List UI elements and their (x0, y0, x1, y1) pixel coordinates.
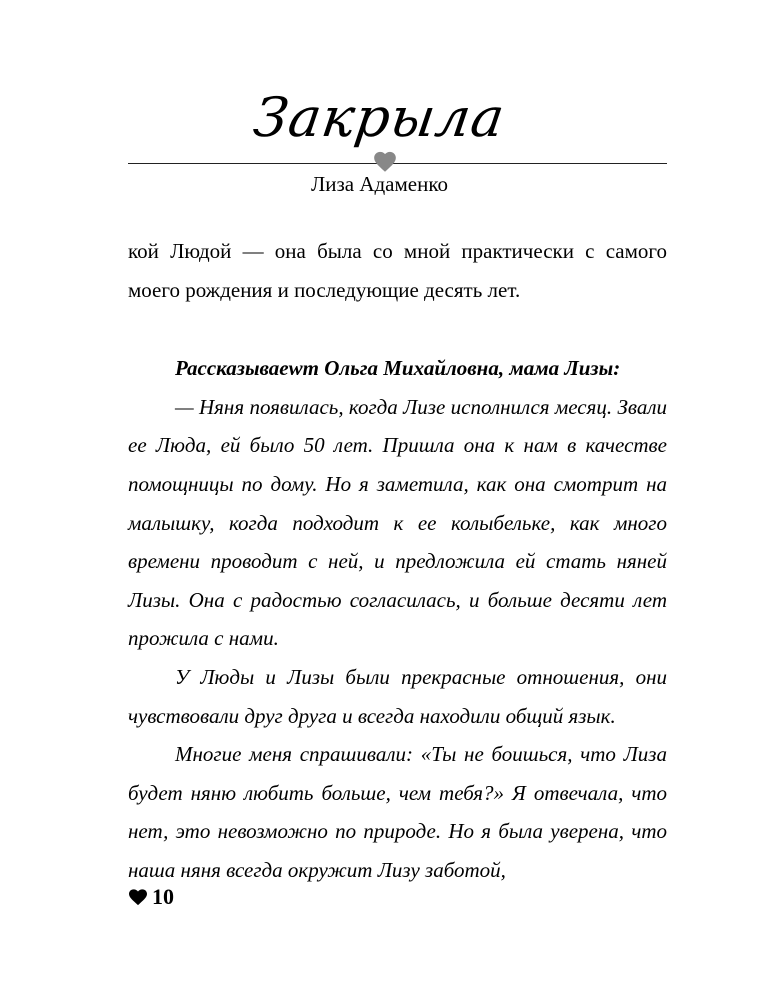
heart-icon (128, 888, 148, 906)
book-author: Лиза Адаменко (310, 172, 448, 196)
page-header (0, 0, 759, 210)
page-number: 10 (152, 884, 174, 909)
book-title: Закрыла (249, 86, 510, 149)
body-paragraph: — Няня появилась, когда Лизе исполнился месяц. Звали ее Люда, ей было 50 лет. Пришла она к нам в качестве помощницы по дому. Но я заметила, как она смотрит на малышку, когда подходит к ее колыбельке, как много времени проводит с ней, и предложила ей стать няней Лизы. Она с радостью согласилась, и больше десяти лет прожила с нами. (128, 394, 667, 651)
intro-paragraph: кой Людой — она была со мной практически с самого моего рождения и последующие десять лет. (128, 239, 667, 302)
body-paragraph: У Люды и Лизы были прекрасные отношения, они чувствовали друг друга и всегда находили общий язык. (128, 664, 667, 728)
section-gap (128, 309, 667, 349)
page-content (128, 232, 667, 890)
body-paragraph: Многие меня спрашивали: «Ты не боишься, что Лиза будет няню любить больше, чем тебя?» Я отвечала, что нет, это невозможно по природе. Но я была уверена, что наша няня всегда окружит Лизу заботой, (128, 742, 667, 882)
page-footer (128, 884, 174, 910)
section-heading: Рассказываеwт Ольга Михайловна, мама Лизы: (175, 356, 621, 381)
